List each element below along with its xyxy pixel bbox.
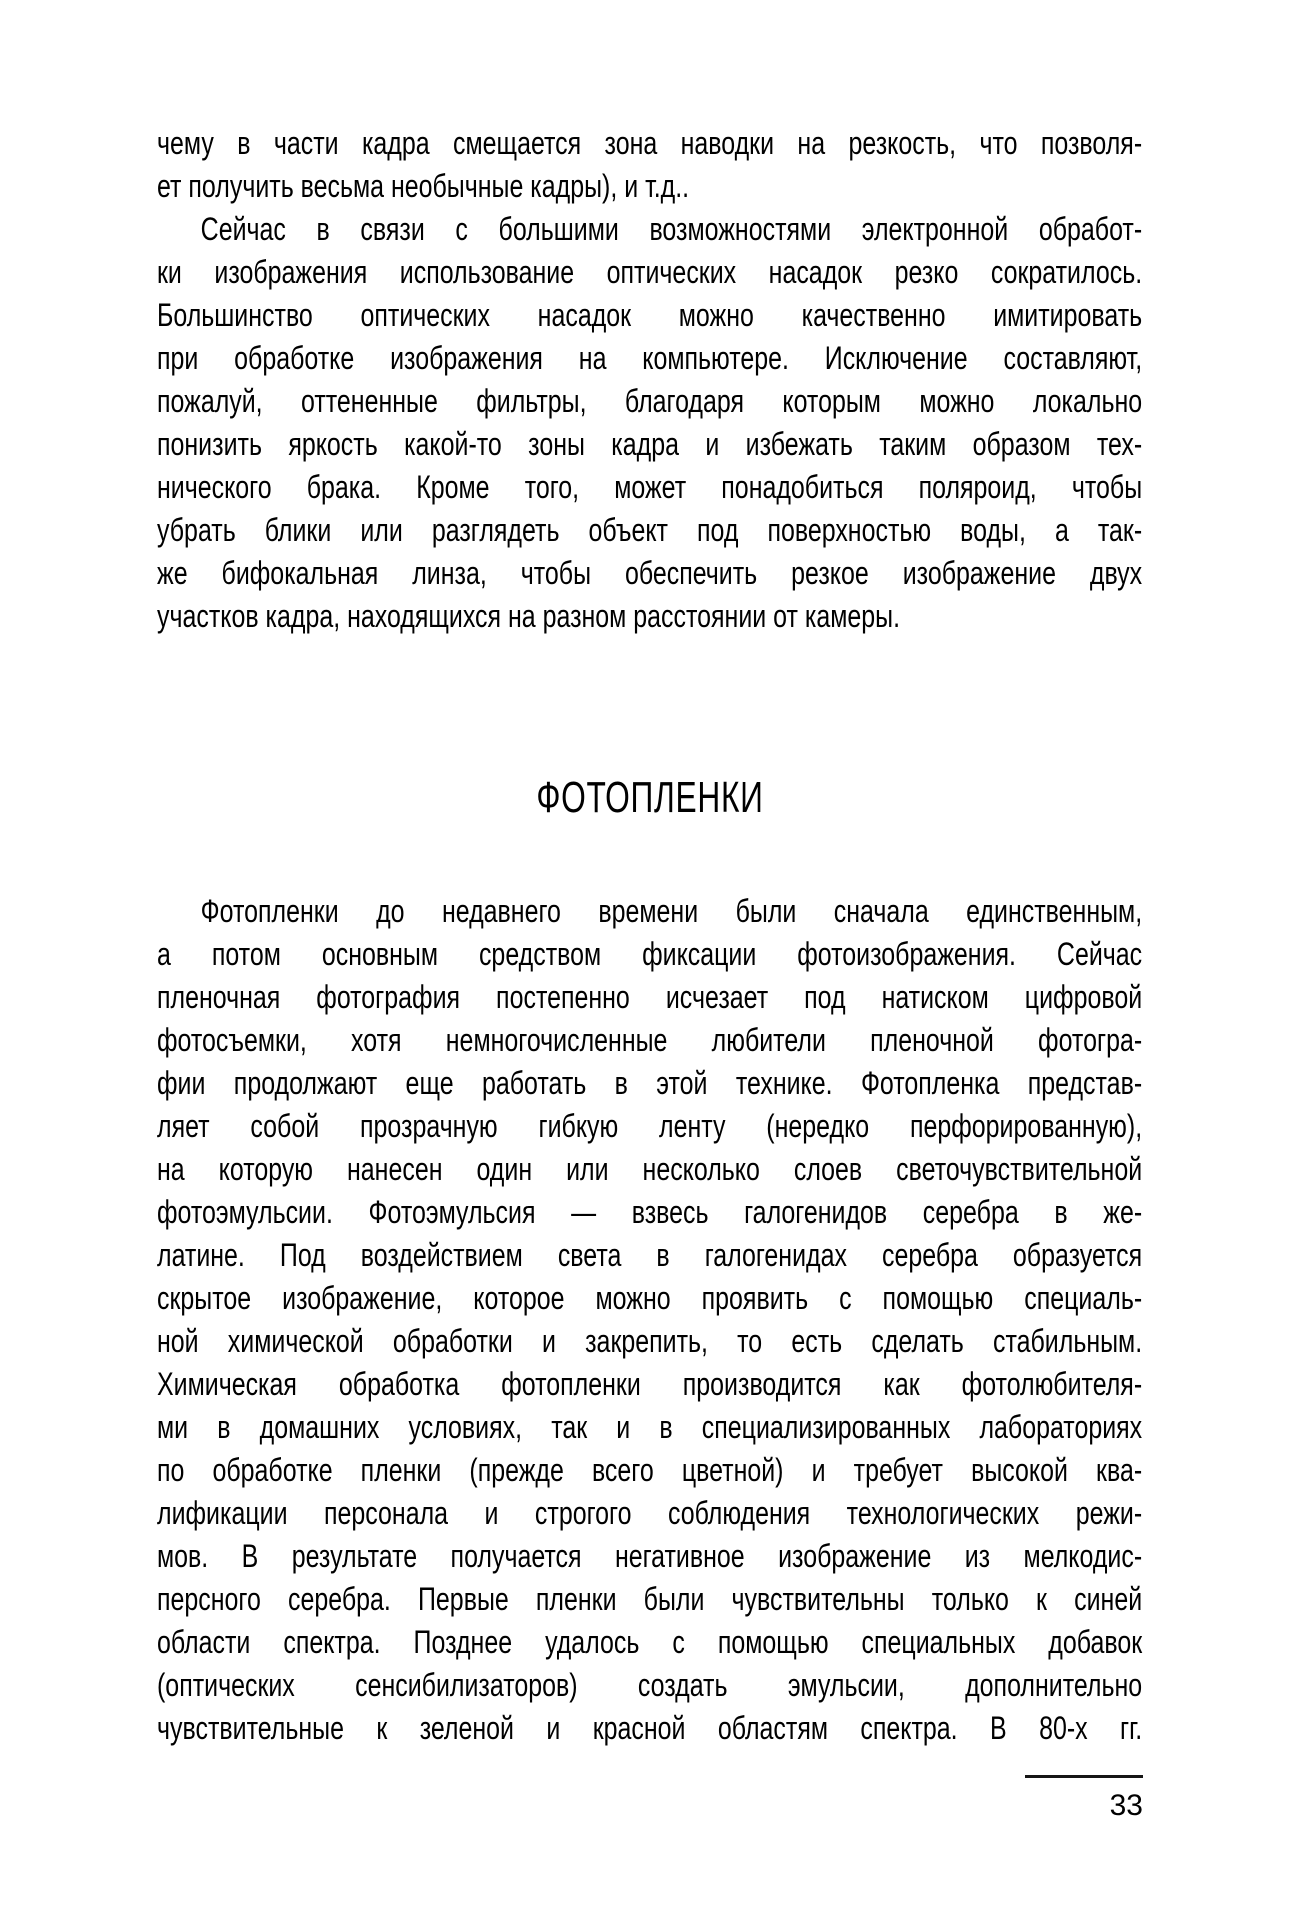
- text-line: же бифокальная линза, чтобы обеспечить резкое изображение двух: [157, 555, 1143, 591]
- text-line: нического брака. Кроме того, может понадобиться поляроид, чтобы: [157, 469, 1143, 505]
- text-line: Большинство оптических насадок можно качественно имитировать: [157, 297, 1143, 333]
- text-line: убрать блики или разглядеть объект под поверхностью воды, а так-: [157, 512, 1143, 548]
- text-line: латине. Под воздействием света в галогенидах серебра образуется: [157, 1237, 1143, 1273]
- text-line: пожалуй, оттененные фильтры, благодаря которым можно локально: [157, 383, 1143, 419]
- text-line: участков кадра, находящихся на разном расстоянии от камеры.: [157, 598, 900, 634]
- text-line: фотосъемки, хотя немногочисленные любители пленочной фотогра-: [157, 1022, 1143, 1058]
- text-line: Сейчас в связи с большими возможностями электронной обработ-: [200, 211, 1143, 247]
- text-line: а потом основным средством фиксации фотоизображения. Сейчас: [157, 936, 1143, 972]
- paragraph: [157, 122, 1143, 208]
- text-line: понизить яркость какой-то зоны кадра и избежать таким образом тех-: [157, 426, 1143, 462]
- footer-rule: [1025, 1775, 1143, 1778]
- text-line: фии продолжают еще работать в этой технике. Фотопленка представ-: [157, 1065, 1143, 1101]
- text-line: по обработке пленки (прежде всего цветной) и требует высокой ква-: [157, 1452, 1143, 1488]
- text-line: пленочная фотография постепенно исчезает под натиском цифровой: [157, 979, 1143, 1015]
- text-line: ми в домашних условиях, так и в специализированных лабораториях: [157, 1409, 1143, 1445]
- text-line: ет получить весьма необычные кадры), и т.д..: [157, 168, 690, 204]
- text-line: мов. В результате получается негативное изображение из мелкодис-: [157, 1538, 1143, 1574]
- page-number: 33: [1109, 1789, 1143, 1822]
- text-line: лификации персонала и строгого соблюдения технологических режи-: [157, 1495, 1143, 1531]
- text-line: чувствительные к зеленой и красной областям спектра. В 80-х гг.: [157, 1710, 1143, 1746]
- text-line: (оптических сенсибилизаторов) создать эмульсии, дополнительно: [157, 1667, 1143, 1703]
- page-body: [157, 122, 1143, 1750]
- text-line: ки изображения использование оптических насадок резко сократилось.: [157, 254, 1143, 290]
- paragraph: [157, 208, 1143, 638]
- text-line: персного серебра. Первые пленки были чувствительны только к синей: [157, 1581, 1143, 1617]
- text-line: на которую нанесен один или несколько слоев светочувствительной: [157, 1151, 1143, 1187]
- chapter-heading: ФОТОПЛЕНКИ: [536, 773, 764, 822]
- text-line: при обработке изображения на компьютере. Исключение составляют,: [157, 340, 1143, 376]
- text-line: ляет собой прозрачную гибкую ленту (нередко перфорированную),: [157, 1108, 1143, 1144]
- paragraph: [157, 890, 1143, 1750]
- text-line: чему в части кадра смещается зона наводки на резкость, что позволя-: [157, 125, 1143, 161]
- text-line: фотоэмульсии. Фотоэмульсия — взвесь галогенидов серебра в же-: [157, 1194, 1143, 1230]
- text-line: Химическая обработка фотопленки производится как фотолюбителя-: [157, 1366, 1143, 1402]
- text-line: скрытое изображение, которое можно проявить с помощью специаль-: [157, 1280, 1143, 1316]
- text-line: области спектра. Позднее удалось с помощью специальных добавок: [157, 1624, 1143, 1660]
- text-line: Фотопленки до недавнего времени были сначала единственным,: [200, 893, 1143, 929]
- text-line: ной химической обработки и закрепить, то есть сделать стабильным.: [157, 1323, 1143, 1359]
